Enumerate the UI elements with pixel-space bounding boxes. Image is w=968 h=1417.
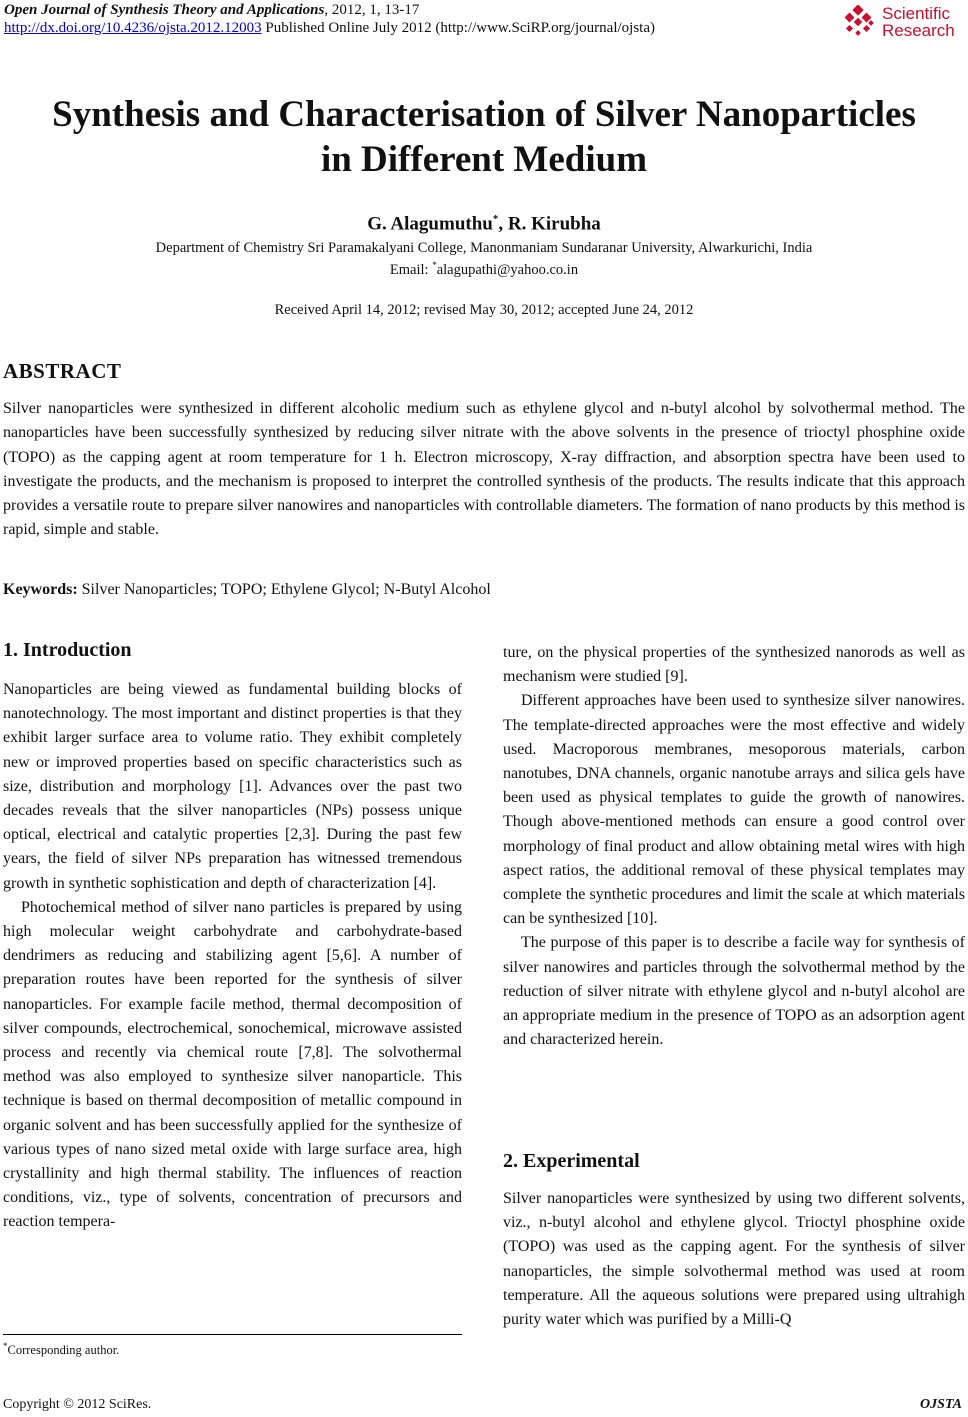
- journal-citation: [4, 2, 419, 19]
- email-address: alagupathi@yahoo.co.in: [436, 261, 579, 278]
- section-heading-introduction: 1. Introduction: [3, 639, 132, 661]
- volume-pages: , 2012, 1, 13-17: [324, 2, 420, 18]
- affiliation: Department of Chemistry Sri Paramakalyani College, Manonmaniam Sundaranar University, Alwarkurichi, India: [155, 240, 813, 256]
- footnote-divider: [3, 1334, 462, 1335]
- logo-line-2: Research: [882, 21, 955, 40]
- author-1-mark: *: [492, 213, 499, 225]
- intro-paragraph-1: Nanoparticles are being viewed as fundamental building blocks of nanotechnology. The most important and distinct properties is that they exhibit larger surface area to volume ratio. They exhibit completely new or improved properties based on specific characteristics such as size, distribution and morphology [1]. Advances over the past two decades reveals that the silver nanoparticles (NPs) possess unique optical, electrical and catalytic properties [2,3]. During the past few years, the field of silver NPs preparation has witnessed tremendous growth in synthetic sophistication and depth of characterization [4].: [3, 681, 462, 892]
- author-2: , R. Kirubha: [498, 213, 601, 235]
- email-mark: *: [432, 260, 437, 270]
- experimental-paragraph-1: Silver nanoparticles were synthesized by using two different solvents, viz., n-butyl alcohol and ethylene glycol. Trioctyl phosphine oxide (TOPO) was used as the capping agent. For the synthesis of silver nanoparticles, the simple solvothermal method was used at room temperature. All the aqueous solutions were prepared using ultrahigh purity water which was purified by a Milli-Q: [503, 1190, 965, 1329]
- abstract-text: Silver nanoparticles were synthesized in different alcoholic medium such as ethylene glycol and n-butyl alcohol by solvothermal method. The nanoparticles have been successfully synthesized by reducing silver nitrate with the above solvents in the presence of trioctyl phosphine oxide (TOPO) as the capping agent at room temperature for 1 h. Electron microscopy, X-ray diffraction, and absorption spectra have been used to investigate the products, and the mechanism is proposed to interpret the controlled synthesis of the products. The results indicate that this approach provides a versatile route to prepare silver nanowires and nanoparticles with controllable diameters. The formation of nano products by this method is rapid, simple and stable.: [3, 400, 965, 539]
- published-online-text: Published Online July 2012 (http://www.SciRP.org/journal/ojsta): [265, 20, 655, 36]
- section-heading-experimental: 2. Experimental: [503, 1150, 640, 1172]
- title-line-1: Synthesis and Characterisation of Silver Nanoparticles: [52, 94, 916, 135]
- footnote-text: Corresponding author.: [7, 1343, 120, 1358]
- right-column-bottom: [503, 1187, 965, 1332]
- intro-paragraph-2: Photochemical method of silver nano particles is prepared by using high molecular weight carbohydrate and carbohydrate-based dendrimers as reducing and stabilizing agent [5,6]. A number of preparation routes have been reported for the synthesis of silver nanoparticles. For example facile method, thermal decomposition of silver compounds, electrochemical, sonochemical, microwave assisted process and recently via chemical route [7,8]. The solvothermal method was also employed to synthesize silver nanoparticle. This technique is based on thermal decomposition of metallic compound in organic solvent and has been successfully applied for the synthesize of various types of nano sized metal oxide with large surface area, high crystallinity and high thermal stability. The influences of reaction conditions, viz., type of solvents, concentration of precursors and reaction tempera-: [3, 898, 462, 1231]
- left-column: [3, 678, 462, 1235]
- intro-paragraph-5: The purpose of this paper is to describe a facile way for synthesis of silver nanowires and particles through the solvothermal method by the reduction of silver nitrate with ethylene glycol and n-butyl alcohol are an appropriate medium in the presence of TOPO as an adsorption agent and characterized herein.: [503, 934, 965, 1049]
- author-list: [0, 213, 968, 235]
- keywords-list: Silver Nanoparticles; TOPO; Ethylene Glycol; N-Butyl Alcohol: [81, 581, 491, 598]
- abstract-heading: ABSTRACT: [3, 359, 122, 383]
- intro-paragraph-3: ture, on the physical properties of the synthesized nanorods as well as mechanism were studied [9].: [503, 644, 965, 686]
- journal-name: Open Journal of Synthesis Theory and Applications: [4, 2, 325, 18]
- publisher-logo: [842, 0, 962, 44]
- article-dates: Received April 14, 2012; revised May 30, 2012; accepted June 24, 2012: [274, 302, 694, 318]
- intro-paragraph-4: Different approaches have been used to synthesize silver nanowires. The template-directed approaches were the most effective and widely used. Macroporous membranes, mesoporous materials, carbon nanotubes, DNA channels, organic nanotube arrays and silica gels have been used as physical templates to guide the growth of nanowires. Though above-mentioned methods can ensure a good control over morphology of final product and allow obtaining metal wires with high aspect ratios, the additional removal of these physical templates may complete the synthetic procedures and limit the scale at which materials can be synthesized [10].: [503, 692, 965, 928]
- keywords-label: Keywords:: [3, 581, 78, 598]
- copyright-notice: Copyright © 2012 SciRes.: [3, 1397, 152, 1412]
- right-column-top: [503, 641, 965, 1052]
- email-line: [0, 260, 968, 279]
- paper-title: [0, 92, 968, 182]
- logo-line-1: Scientific: [882, 4, 951, 23]
- scirp-logo-icon: [842, 5, 876, 39]
- email-label: Email:: [389, 261, 433, 278]
- doi-link[interactable]: http://dx.doi.org/10.4236/ojsta.2012.12003: [4, 20, 262, 36]
- logo-wordmark: [882, 5, 955, 39]
- doi-line: [4, 20, 655, 37]
- footnote-mark: *: [3, 1341, 8, 1351]
- title-line-2: in Different Medium: [320, 139, 648, 180]
- author-1: G. Alagumuthu: [367, 213, 493, 235]
- journal-abbreviation: OJSTA: [919, 1397, 962, 1412]
- footnote: [3, 1341, 119, 1358]
- keywords-line: [3, 581, 491, 599]
